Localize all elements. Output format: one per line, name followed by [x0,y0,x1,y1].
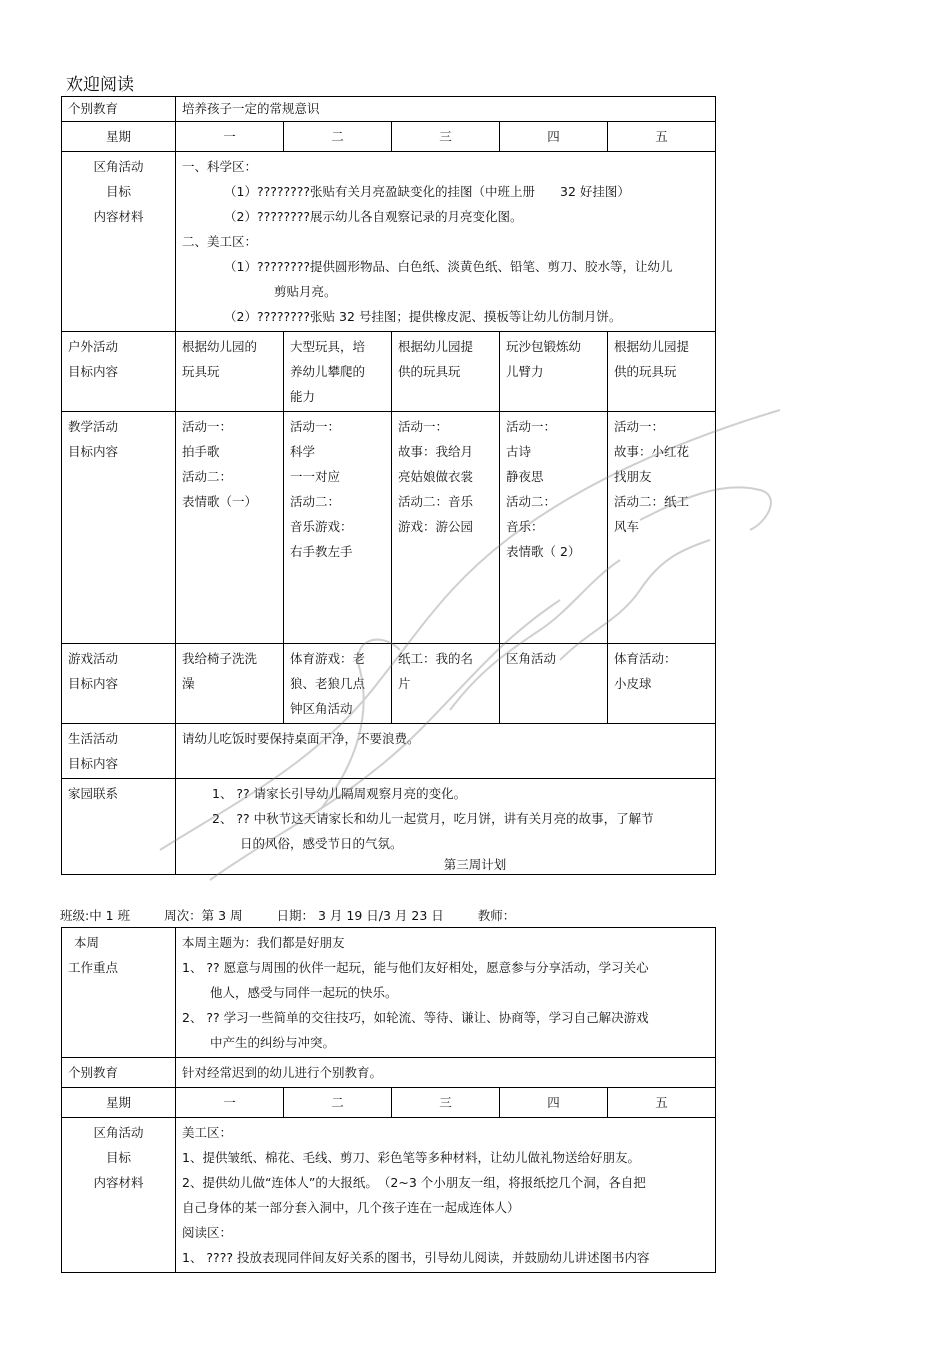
focus-row [62,928,716,1058]
life-row [62,724,716,779]
weekday-label: 星期 [62,1088,176,1118]
weekday-wed: 三 [392,1088,500,1118]
weekday-row [62,122,716,152]
home-label: 家园联系 [62,779,176,875]
corner-line: （1）????????张贴有关月亮盈缺变化的挂图（中班上册 32 好挂图） [224,184,630,199]
teaching-fri: 活动一： 故事：小红花 找朋友 活动二：纸工 风车 [608,412,716,644]
weekday-mon: 一 [176,122,284,152]
corner-line: 二、美工区： [182,234,258,249]
weekday-label: 星期 [62,122,176,152]
outdoor-tue: 大型玩具，培 养幼儿攀爬的 能力 [284,332,392,412]
weekday-tue: 二 [284,1088,392,1118]
corner-line: 1、 ???? 投放表现同伴间友好关系的图书，引导幼儿阅读，并鼓励幼儿讲述图书内容 [182,1250,650,1265]
focus-line: 他人，感受与同伴一起玩的快乐。 [210,985,398,1000]
life-label: 生活活动 目标内容 [62,724,176,779]
focus-line: 1、 ?? 愿意与周围的伙伴一起玩，能与他们友好相处，愿意参与分享活动，学习关心 [182,960,649,975]
games-fri: 体育活动： 小皮球 [608,644,716,724]
weekday-tue: 二 [284,122,392,152]
focus-line: 本周主题为：我们都是好朋友 [182,935,345,950]
corner-content [176,1118,716,1273]
corner-line: （2）????????展示幼儿各自观察记录的月亮变化图。 [224,209,523,224]
focus-line: 2、 ?? 学习一些简单的交往技巧，如轮流、等待、谦让、协商等，学习自己解决游戏 [182,1010,649,1025]
games-wed: 纸工：我的名 片 [392,644,500,724]
corner-line: （1）????????提供圆形物品、白色纸、淡黄色纸、铅笔、剪刀、胶水等，让幼儿 [224,259,673,274]
corner-line: 1、提供皱纸、棉花、毛线、剪刀、彩色笔等多种材料，让幼儿做礼物送给好朋友。 [182,1150,640,1165]
date-info: 日期： 3 月 19 日/3 月 23 日 [276,908,444,923]
teaching-row [62,412,716,644]
home-line: 2、 ?? 中秋节这天请家长和幼儿一起赏月，吃月饼，讲有关月亮的故事，了解节 [212,811,654,826]
outdoor-label: 户外活动 目标内容 [62,332,176,412]
teacher-info: 教师： [477,908,516,923]
games-mon: 我给椅子洗洗 澡 [176,644,284,724]
focus-content [176,928,716,1058]
corner-line: 美工区： [182,1125,233,1140]
corner-content [176,152,716,332]
corner-label: 区角活动 目标 内容材料 [62,1118,176,1273]
outdoor-fri: 根据幼儿园提 供的玩具玩 [608,332,716,412]
corner-line: 一、科学区： [182,159,258,174]
weekday-thu: 四 [500,122,608,152]
outdoor-thu: 玩沙包锻炼幼 儿臂力 [500,332,608,412]
week3-plan-table [61,927,716,1273]
home-line: 1、 ?? 请家长引导幼儿隔周观察月亮的变化。 [212,786,467,801]
games-label: 游戏活动 目标内容 [62,644,176,724]
teaching-tue: 活动一： 科学 一一对应 活动二： 音乐游戏： 右手教左手 [284,412,392,644]
games-thu: 区角活动 [500,644,608,724]
individual-row [62,97,716,122]
teaching-label: 教学活动 目标内容 [62,412,176,644]
corner-line: 阅读区： [182,1225,233,1240]
individual-row [62,1058,716,1088]
corner-line: 剪贴月亮。 [274,284,337,299]
weekday-mon: 一 [176,1088,284,1118]
week3-meta [60,906,545,924]
week2-plan-table [61,96,716,875]
week-info: 周次：第 3 周 [164,908,243,923]
weekday-fri: 五 [608,122,716,152]
outdoor-row [62,332,716,412]
teaching-thu: 活动一： 古诗 静夜思 活动二： 音乐： 表情歌（ 2） [500,412,608,644]
focus-line: 中产生的纠纷与冲突。 [210,1035,336,1050]
individual-label: 个别教育 [62,97,176,122]
games-tue: 体育游戏：老 狼、老狼几点 钟区角活动 [284,644,392,724]
outdoor-mon: 根据幼儿园的 玩具玩 [176,332,284,412]
individual-label: 个别教育 [62,1058,176,1088]
teaching-wed: 活动一： 故事：我给月 亮姑娘做衣裳 活动二：音乐 游戏：游公园 [392,412,500,644]
corner-row [62,152,716,332]
page-title: 欢迎阅读 [66,75,134,95]
life-text: 请幼儿吃饭时要保持桌面干净，不要浪费。 [176,724,716,779]
class-info: 班级:中 1 班 [60,908,131,923]
corner-line: 2、提供幼儿做“连体人”的大报纸。 （2~3 个小朋友一组，将报纸挖几个洞，各自把 [182,1175,646,1190]
games-row [62,644,716,724]
individual-text: 针对经常迟到的幼儿进行个别教育。 [176,1058,716,1088]
teaching-mon: 活动一： 拍手歌 活动二： 表情歌（一） [176,412,284,644]
corner-label: 区角活动 目标 内容材料 [62,152,176,332]
outdoor-wed: 根据幼儿园提 供的玩具玩 [392,332,500,412]
weekday-thu: 四 [500,1088,608,1118]
home-line: 日的风俗，感受节日的气氛。 [240,836,403,851]
corner-line: 自己身体的某一部分套入洞中，几个孩子连在一起成连体人） [182,1200,520,1215]
weekday-fri: 五 [608,1088,716,1118]
individual-text: 培养孩子一定的常规意识 [176,97,716,122]
corner-row [62,1118,716,1273]
weekday-wed: 三 [392,122,500,152]
focus-label: 本周 工作重点 [62,928,176,1058]
corner-line: （2）????????张贴 32 号挂图；提供橡皮泥、摸板等让幼儿仿制月饼。 [224,309,622,324]
weekday-row [62,1088,716,1118]
week3-title: 第三周计划 [443,857,507,872]
